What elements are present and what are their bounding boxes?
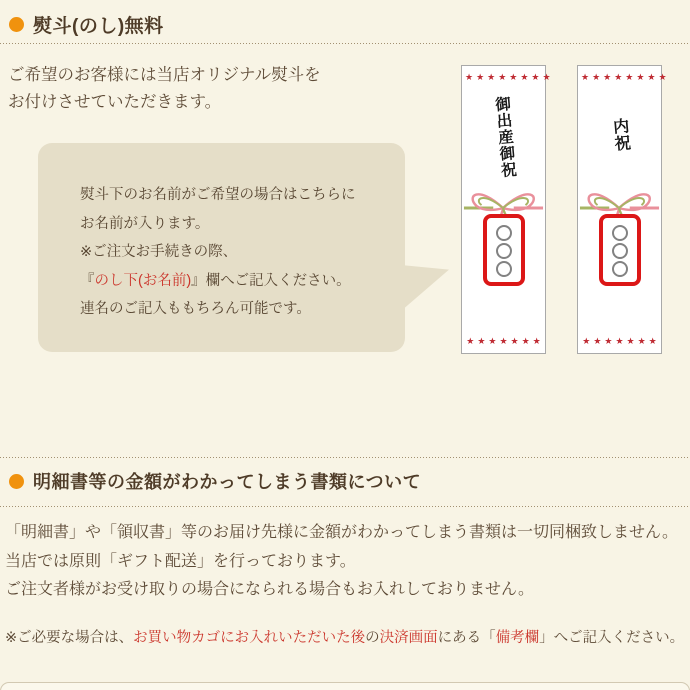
dotted-divider bbox=[0, 457, 690, 459]
note-text: ※ご必要な場合は、 bbox=[5, 630, 134, 646]
section-title: 明細書等の金額がわかってしまう書類について bbox=[33, 472, 422, 492]
bubble-line bbox=[80, 267, 405, 296]
seal-circle-icon bbox=[496, 243, 512, 259]
bubble-line-rest: 』欄へご記入ください。 bbox=[191, 272, 351, 289]
noshi-shita-highlight: のし下(お名前) bbox=[94, 272, 192, 289]
intro-line: お付けさせていただきます。 bbox=[8, 93, 222, 111]
intro-line: ご希望のお客様には当店オリジナル熨斗を bbox=[8, 66, 321, 84]
intro-paragraph bbox=[8, 62, 321, 116]
noshi-label-text: 内祝 bbox=[609, 117, 630, 153]
remarks-note bbox=[5, 627, 684, 649]
noshi-sample-shussan bbox=[461, 65, 554, 354]
seal-circle-icon bbox=[612, 225, 628, 241]
section-heading-documents bbox=[9, 468, 421, 494]
note-text: 」へご記入ください。 bbox=[539, 630, 685, 646]
dotted-divider bbox=[0, 506, 690, 508]
speech-bubble-tail bbox=[401, 265, 449, 311]
next-section-box-edge bbox=[0, 682, 690, 690]
speech-bubble-text bbox=[38, 143, 405, 324]
documents-line: 「明細書」や「領収書」等のお届け先様に金額がわかってしまう書類は一切同梱致しません。 bbox=[5, 524, 678, 541]
checkout-screen-highlight: 決済画面 bbox=[379, 630, 438, 646]
cart-highlight: お買い物カゴにお入れいただいた後 bbox=[133, 630, 366, 646]
bubble-line: お名前が入ります。 bbox=[80, 215, 210, 232]
section-title: 熨斗(のし)無料 bbox=[33, 16, 164, 37]
star-row-icon: ★★★★★★★★ bbox=[581, 72, 670, 82]
seal-circle-icon bbox=[496, 225, 512, 241]
star-row-icon: ★★★★★★★ bbox=[582, 336, 660, 346]
noshi-sample-uchiiwai bbox=[577, 65, 670, 354]
bubble-line: 連名のご記入ももちろん可能です。 bbox=[80, 301, 311, 317]
dotted-divider bbox=[0, 43, 690, 45]
documents-line: 当店では原則「ギフト配送」を行っております。 bbox=[5, 552, 356, 570]
bracket: 『 bbox=[80, 272, 95, 289]
section-heading-noshi bbox=[9, 11, 164, 38]
note-text: の bbox=[365, 630, 380, 646]
bubble-line: 熨斗下のお名前がご希望の場合はこちらに bbox=[80, 187, 356, 203]
seal-circle-icon bbox=[612, 261, 628, 277]
orange-dot-icon bbox=[9, 17, 24, 32]
remarks-field-highlight: 備考欄 bbox=[495, 630, 540, 646]
seal-circle-icon bbox=[612, 243, 628, 259]
star-row-icon: ★★★★★★★ bbox=[466, 336, 544, 346]
star-row-icon: ★★★★★★★★ bbox=[465, 72, 554, 82]
orange-dot-icon bbox=[9, 474, 24, 489]
documents-line: ご注文者様がお受け取りの場合になられる場合もお入れしておりません。 bbox=[5, 581, 534, 598]
seal-circle-icon bbox=[496, 261, 512, 277]
documents-paragraph bbox=[5, 519, 678, 605]
note-text: にある「 bbox=[437, 630, 496, 646]
speech-bubble bbox=[38, 143, 405, 352]
noshi-seal-frame bbox=[483, 214, 525, 286]
noshi-label-text: 御出産御祝 bbox=[491, 95, 517, 180]
bubble-line: ※ご注文お手続きの際、 bbox=[80, 244, 238, 260]
noshi-seal-frame bbox=[599, 214, 641, 286]
